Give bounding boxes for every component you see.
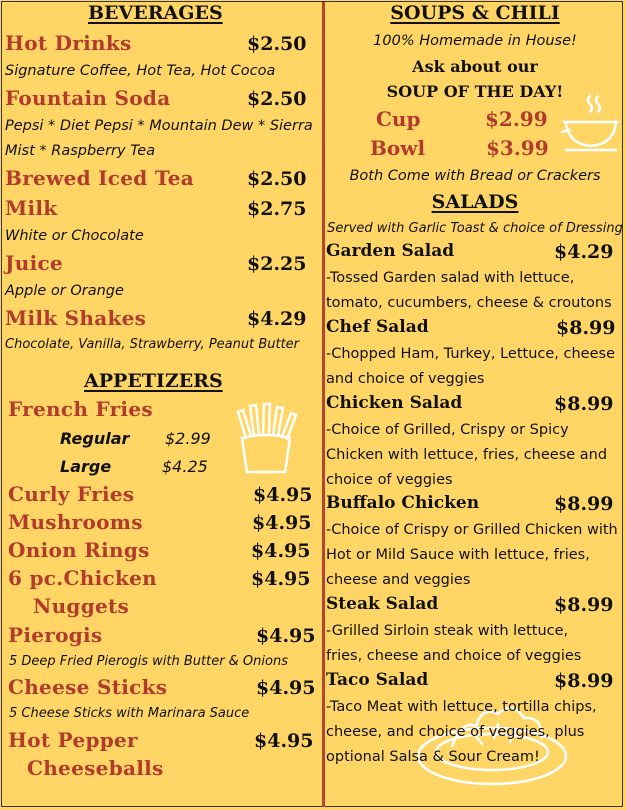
mushrooms-price: $4.95: [252, 512, 312, 534]
salad-item-name: Steak Salad: [326, 594, 439, 614]
salad-item-price: $8.99: [554, 493, 614, 515]
hot-drinks-desc: Signature Coffee, Hot Tea, Hot Cocoa: [5, 63, 276, 79]
salad-item-name: Garden Salad: [326, 241, 455, 261]
salad-item-desc: -Grilled Sirloin steak with lettuce, fries, cheese and choice of veggies: [326, 623, 582, 664]
pierogis-desc: 5 Deep Fried Pierogis with Butter & Onions: [9, 654, 288, 669]
cheese-sticks-desc: 5 Cheese Sticks with Marinara Sauce: [9, 706, 250, 721]
milk-price: $2.75: [247, 198, 307, 220]
hot-drinks-price: $2.50: [247, 33, 307, 55]
salad-item-price: $8.99: [554, 670, 614, 692]
bowl-name: Bowl: [370, 136, 426, 160]
salad-item-desc: -Choice of Grilled, Crispy or Spicy Chicken with lettuce, fries, cheese and choice of veggies: [326, 422, 608, 488]
salads-served: Served with Garlic Toast & choice of Dressing: [327, 221, 623, 236]
salad-item-desc: -Taco Meat with lettuce, tortilla chips, cheese, and choice of veggies, plus optional Salsa & Sour Cream!: [326, 699, 597, 765]
salad-item-name: Taco Salad: [326, 670, 429, 690]
appetizers-heading: APPETIZERS: [84, 370, 223, 392]
nuggets-name-1: 6 pc.Chicken: [8, 566, 157, 590]
cup-price: $2.99: [485, 107, 548, 131]
juice-price: $2.25: [247, 253, 307, 275]
iced-tea-price: $2.50: [247, 168, 307, 190]
onion-rings-price: $4.95: [251, 540, 311, 562]
salad-item-name: Buffalo Chicken: [326, 493, 480, 513]
fries-large-label: Large: [60, 457, 112, 476]
soups-ask-line2: SOUP OF THE DAY!: [386, 82, 564, 101]
cup-name: Cup: [376, 107, 421, 131]
fries-large-price: $4.25: [162, 457, 208, 476]
cheeseballs-name-2: Cheeseballs: [27, 756, 164, 780]
fountain-soda-desc-2: Mist * Raspberry Tea: [5, 143, 156, 159]
salad-item-desc: -Choice of Crispy or Grilled Chicken with Hot or Mild Sauce with lettuce, fries, cheese and veggies: [326, 522, 618, 588]
milk-name: Milk: [5, 196, 58, 220]
juice-name: Juice: [5, 251, 64, 275]
soups-both: Both Come with Bread or Crackers: [349, 168, 601, 184]
salad-item-desc: -Chopped Ham, Turkey, Lettuce, cheese and choice of veggies: [326, 346, 615, 387]
cheeseballs-name-1: Hot Pepper: [8, 728, 138, 752]
milk-shakes-name: Milk Shakes: [5, 306, 147, 330]
soups-heading: SOUPS & CHILI: [390, 2, 560, 24]
salads-heading: SALADS: [431, 191, 519, 213]
bowl-price: $3.99: [486, 136, 549, 160]
fountain-soda-price: $2.50: [247, 88, 307, 110]
soups-ask-line1: Ask about our: [412, 57, 538, 76]
nuggets-price: $4.95: [251, 568, 311, 590]
salad-item-price: $8.99: [554, 594, 614, 616]
cheeseballs-price: $4.95: [254, 730, 314, 752]
fries-icon: [232, 402, 300, 474]
salad-item-name: Chef Salad: [326, 317, 429, 337]
cheese-sticks-price: $4.95: [256, 677, 316, 699]
hot-drinks-name: Hot Drinks: [5, 31, 132, 55]
fountain-soda-desc-1: Pepsi * Diet Pepsi * Mountain Dew * Sierra: [5, 118, 313, 134]
salad-item-price: $8.99: [556, 317, 616, 339]
iced-tea-name: Brewed Iced Tea: [5, 166, 195, 190]
milk-shakes-price: $4.29: [247, 308, 307, 330]
milk-desc: White or Chocolate: [5, 228, 144, 244]
beverages-heading: BEVERAGES: [88, 2, 223, 24]
curly-fries-name: Curly Fries: [8, 482, 135, 506]
fountain-soda-name: Fountain Soda: [5, 86, 171, 110]
column-divider: [322, 2, 325, 807]
curly-fries-price: $4.95: [253, 484, 313, 506]
salad-item-name: Chicken Salad: [326, 393, 463, 413]
milk-shakes-desc: Chocolate, Vanilla, Strawberry, Peanut Butter: [5, 337, 300, 352]
fries-regular-label: Regular: [60, 429, 130, 448]
onion-rings-name: Onion Rings: [8, 538, 150, 562]
pierogis-price: $4.95: [256, 625, 316, 647]
salad-item-price: $8.99: [554, 393, 614, 415]
salad-item-desc: -Tossed Garden salad with lettuce, tomato, cucumbers, cheese & croutons: [326, 270, 612, 311]
pierogis-name: Pierogis: [8, 623, 103, 647]
cheese-sticks-name: Cheese Sticks: [8, 675, 168, 699]
soups-homemade: 100% Homemade in House!: [373, 33, 577, 49]
salad-item-price: $4.29: [554, 241, 614, 263]
nuggets-name-2: Nuggets: [33, 594, 130, 618]
mushrooms-name: Mushrooms: [8, 510, 143, 534]
juice-desc: Apple or Orange: [5, 283, 124, 299]
french-fries-name: French Fries: [8, 397, 153, 421]
soup-bowl-icon: [560, 92, 622, 154]
fries-regular-price: $2.99: [165, 429, 211, 448]
